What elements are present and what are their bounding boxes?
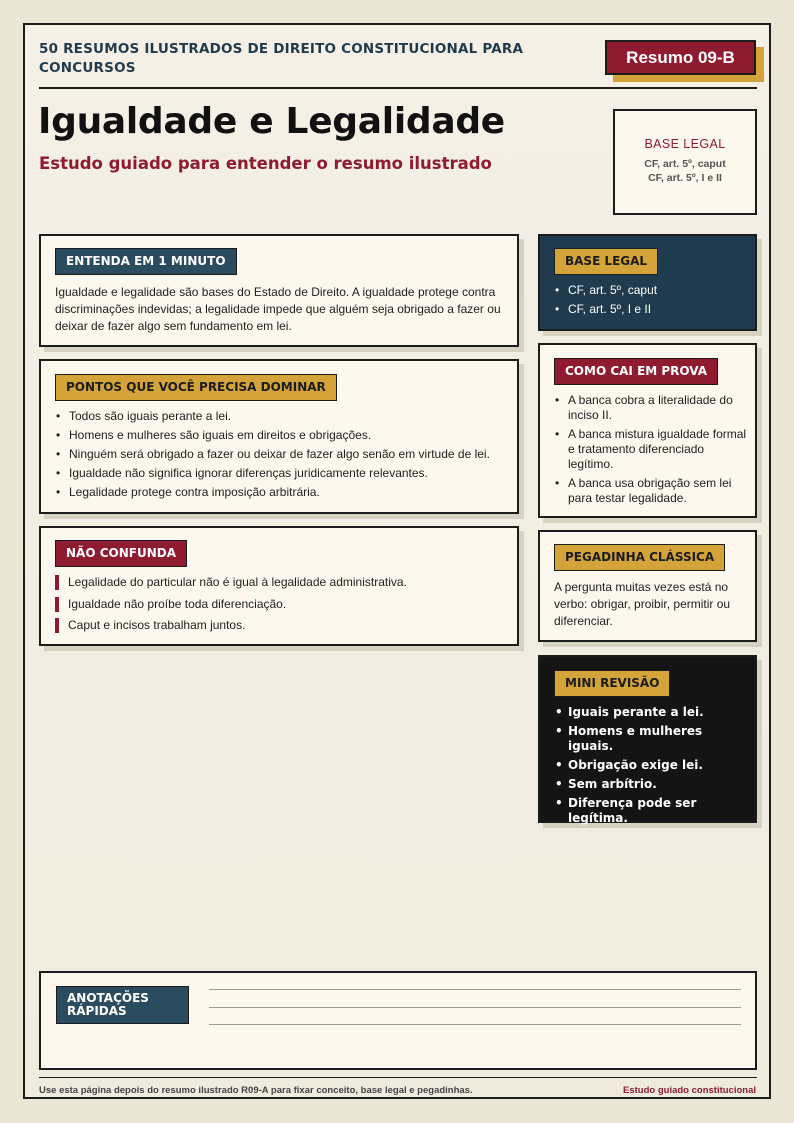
key-points-list [55,409,511,504]
exam-tag: COMO CAI EM PROVA [554,358,718,385]
list-item: • Igualdade não significa ignorar diferenças juridicamente relevantes. [55,466,511,481]
list-item: • Legalidade protege contra imposição arbitrária. [55,485,511,500]
dont-confuse-tag: NÃO CONFUNDA [55,540,187,567]
list-item: • Homens e mulheres são iguais em direitos e obrigações. [55,428,511,443]
mini-review-card [538,655,757,823]
note-line[interactable] [209,1024,741,1025]
notes-tag: ANOTAÇÕES RÁPIDAS [56,986,189,1024]
legal-basis-line: CF, art. 5º, I e II [648,172,722,184]
legal-basis-box [613,109,757,215]
series-title: 50 RESUMOS ILUSTRADOS DE DIREITO CONSTITUCIONAL PARA CONCURSOS [39,41,524,76]
list-item: • CF, art. 5º, I e II [554,302,657,317]
legal-basis-line: CF, art. 5º, caput [644,158,726,170]
mini-review-tag: MINI REVISÃO [554,670,670,697]
list-item: • A banca usa obrigação sem lei para testar legalidade. [554,476,749,506]
key-points-card [39,359,519,514]
legal-basis-title: BASE LEGAL [644,137,726,151]
list-item: Legalidade do particular não é igual à legalidade administrativa. [55,575,511,590]
dont-confuse-card [39,526,519,646]
worksheet-page [23,23,771,1099]
list-item: • A banca mistura igualdade formal e tratamento diferenciado legítimo. [554,427,749,472]
list-item: • Diferença pode ser legítima. [554,796,749,826]
list-item: • Obrigação exige lei. [554,758,749,773]
list-item: • Homens e mulheres iguais. [554,724,749,754]
mini-review-list [554,705,749,830]
header-divider [39,87,757,89]
footer-note: Use esta página depois do resumo ilustrado R09-A para fixar conceito, base legal e pegadinhas. [39,1085,473,1096]
dont-confuse-list [55,575,511,640]
trap-tag: PEGADINHA CLÁSSICA [554,544,725,571]
one-minute-text: Igualdade e legalidade são bases do Estado de Direito. A igualdade protege contra discriminações indevidas; a legalidade impede que alguém seja obrigado a fazer ou deixar de fazer algo sem fundamento em lei. [55,285,501,333]
base-legal-card [538,234,757,331]
note-line[interactable] [209,989,741,990]
list-item: • A banca cobra a literalidade do inciso II. [554,393,749,423]
list-item: • Ninguém será obrigado a fazer ou deixar de fazer algo senão em virtude de lei. [55,447,511,462]
footer-brand: Estudo guiado constitucional [623,1085,756,1096]
list-item: • Iguais perante a lei. [554,705,749,720]
footer-divider [39,1077,757,1078]
base-legal-tag: BASE LEGAL [554,248,658,275]
key-points-tag: PONTOS QUE VOCÊ PRECISA DOMINAR [55,374,337,401]
summary-badge [605,40,763,82]
page-subtitle: Estudo guiado para entender o resumo ilustrado [39,154,492,173]
list-item: • CF, art. 5º, caput [554,283,657,298]
badge-label: Resumo 09-B [605,40,756,75]
base-legal-list [554,283,657,321]
exam-card [538,343,757,518]
one-minute-card [39,234,519,347]
list-item: Caput e incisos trabalham juntos. [55,618,511,633]
trap-text: A pergunta muitas vezes está no verbo: obrigar, proibir, permitir ou diferenciar. [554,580,731,628]
exam-list [554,393,749,510]
list-item: Igualdade não proíbe toda diferenciação. [55,597,511,612]
list-item: • Todos são iguais perante a lei. [55,409,511,424]
page-title: Igualdade e Legalidade [38,101,505,142]
trap-card [538,530,757,642]
notes-card [39,971,757,1070]
one-minute-tag: ENTENDA EM 1 MINUTO [55,248,237,275]
note-line[interactable] [209,1007,741,1008]
list-item: • Sem arbítrio. [554,777,749,792]
